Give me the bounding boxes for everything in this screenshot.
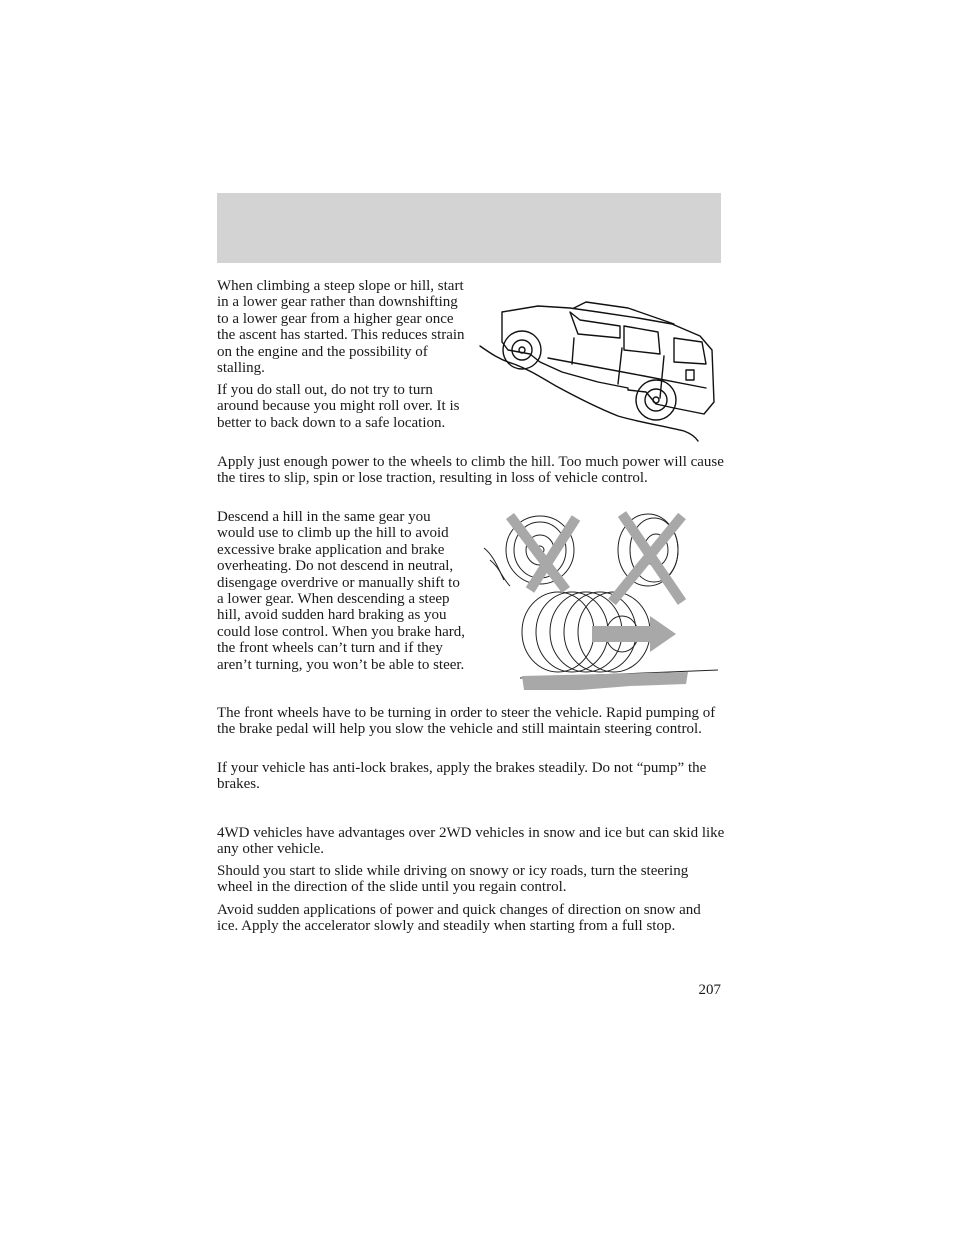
paragraph-stall: If you do stall out, do not try to turn around because you might roll over. It is better to back down to a safe location. bbox=[217, 382, 460, 431]
paragraph-descend: Descend a hill in the same gear you would use to climb up the hill to avoid excessive brake application and brake overheating. Do not descend in neutral, disengage overdrive or manually shift to a lower gear. When descending a steep hill, avoid sudden hard braking as you could lose control. When you brake hard, the front wheels can’t turn and if they aren’t turning, you won’t be able to steer. bbox=[217, 509, 465, 673]
vehicle-on-slope-illustration bbox=[478, 298, 722, 444]
braking-wheels-illustration bbox=[480, 508, 720, 696]
section-header-band bbox=[217, 193, 721, 263]
paragraph-power: Apply just enough power to the wheels to climb the hill. Too much power will cause the tires to slip, spin or lose traction, resulting in loss of vehicle control. bbox=[217, 454, 724, 487]
paragraph-front-wheels: The front wheels have to be turning in order to steer the vehicle. Rapid pumping of the brake pedal will help you slow the vehicle and still maintain steering control. bbox=[217, 705, 716, 738]
paragraph-4wd: 4WD vehicles have advantages over 2WD vehicles in snow and ice but can skid like any other vehicle. bbox=[217, 825, 725, 858]
page-number: 207 bbox=[698, 982, 721, 998]
paragraph-climbing: When climbing a steep slope or hill, start in a lower gear rather than downshifting to a lower gear from a higher gear once the ascent has started. This reduces strain on the engine and the possibility of stalling. bbox=[217, 278, 465, 377]
paragraph-avoid: Avoid sudden applications of power and quick changes of direction on snow and ice. Apply the accelerator slowly and steadily when starting from a full stop. bbox=[217, 902, 701, 935]
paragraph-antilock: If your vehicle has anti-lock brakes, apply the brakes steadily. Do not “pump” the brakes. bbox=[217, 760, 707, 793]
paragraph-slide: Should you start to slide while driving on snowy or icy roads, turn the steering wheel in the direction of the slide until you regain control. bbox=[217, 863, 689, 896]
